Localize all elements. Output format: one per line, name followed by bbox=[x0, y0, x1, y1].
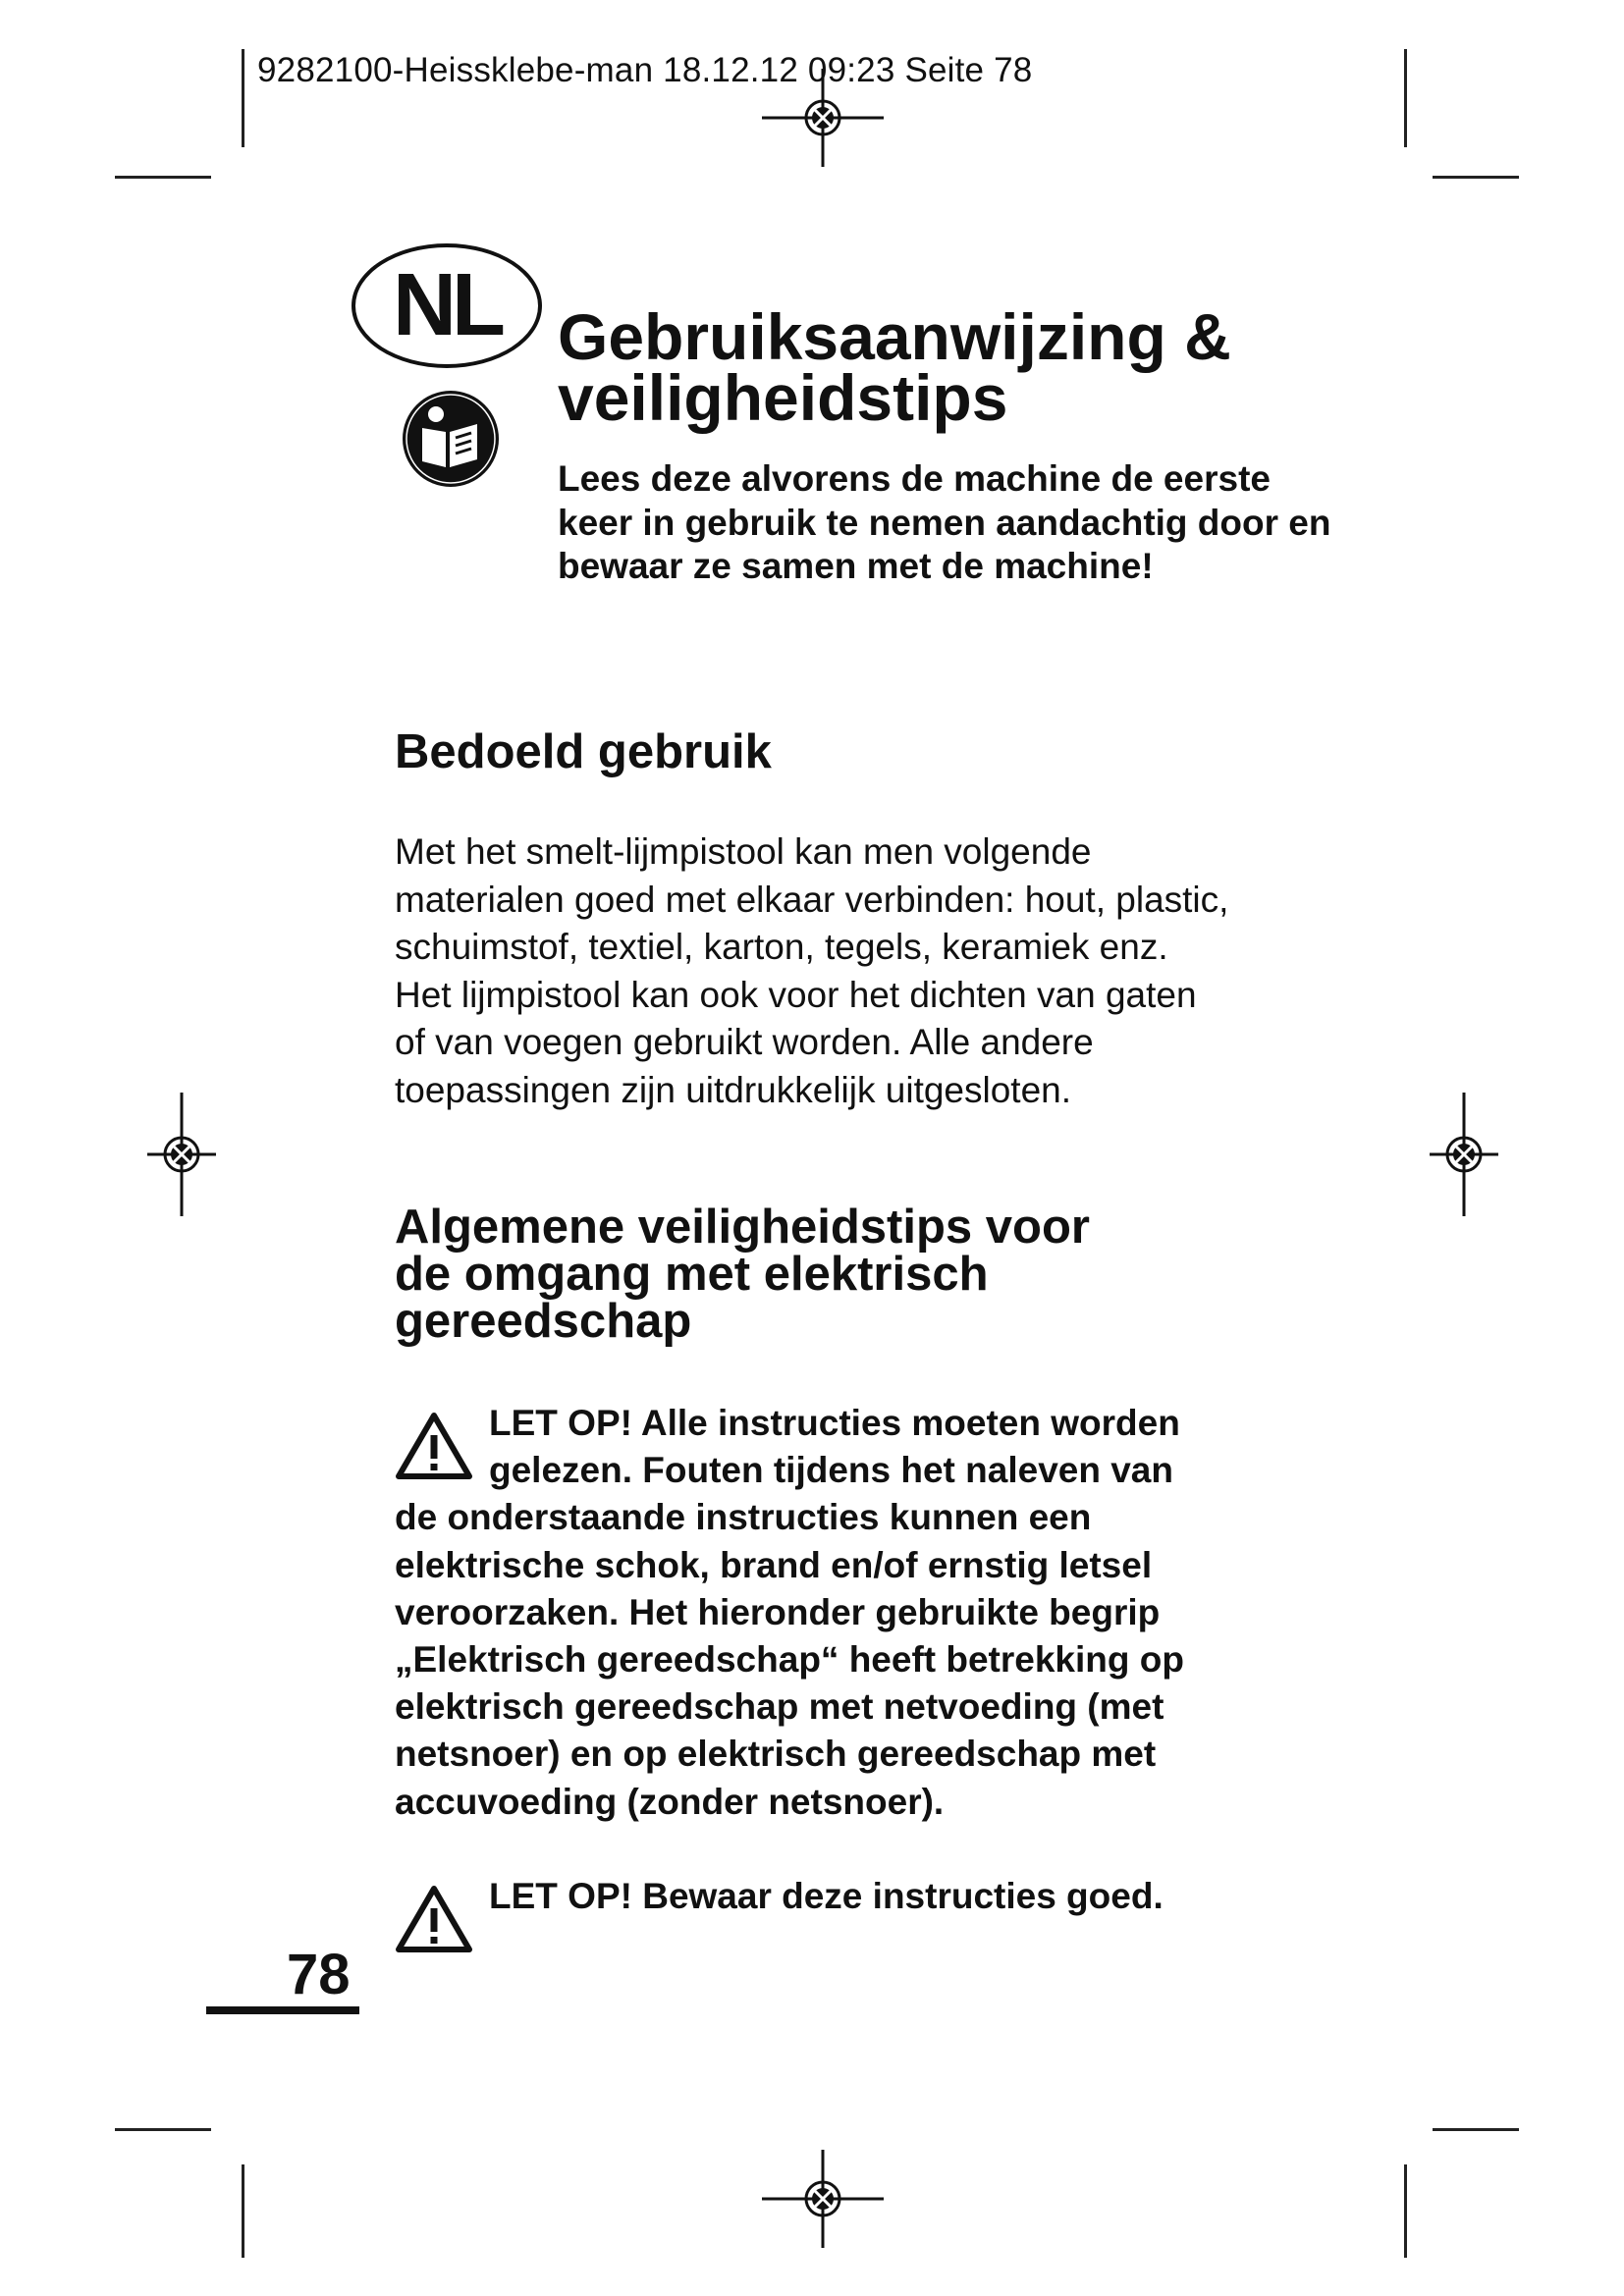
crop-mark bbox=[115, 2128, 211, 2131]
language-badge: NL bbox=[352, 243, 542, 368]
intended-use-text: Met het smelt-lijmpistool kan men volgende materialen goed met elkaar verbinden: hout, plastic, schuimstof, textiel, karton, tegels, keramiek enz. Het lijmpistool kan ook voor het dichten van gaten of van voegen gebruikt worden. Alle andere toepassingen zijn uitdrukkelijk uitgesloten. bbox=[395, 831, 1229, 1110]
read-manual-icon bbox=[401, 389, 501, 489]
page-number: 78 bbox=[287, 1943, 351, 2006]
crop-mark bbox=[1433, 2128, 1519, 2131]
crop-mark bbox=[242, 49, 244, 147]
section-heading-safety: Algemene veiligheidstips voor de omgang met elektrisch gereedschap bbox=[395, 1201, 1090, 1348]
warning-text-1: LET OP! Alle instructies moeten worden gelezen. Fouten tijdens het naleven van de onderstaande instructies kunnen een elektrische schok, brand en/of ernstig letsel veroorzaken. Het hieronder gebruikte begrip „Elektrisch gereedschap“ heeft betrekking op elektrisch gereedschap met netvoeding (met netsnoer) en op elektrisch gereedschap met accuvoeding (zonder netsnoer). bbox=[395, 1403, 1184, 1822]
page-number-underline bbox=[206, 2006, 359, 2014]
registration-mark-icon bbox=[762, 2150, 884, 2248]
crop-mark bbox=[1404, 49, 1407, 147]
crop-mark bbox=[1433, 176, 1519, 179]
crop-mark bbox=[242, 2164, 244, 2258]
registration-mark-icon bbox=[147, 1093, 216, 1216]
crop-mark bbox=[115, 176, 211, 179]
page-title: Gebruiksaanwijzing & veiligheidstips bbox=[558, 300, 1231, 434]
registration-mark-icon bbox=[1430, 1093, 1498, 1216]
section-heading-intended-use: Bedoeld gebruik bbox=[395, 725, 772, 778]
warning-text-2: LET OP! Bewaar deze instructies goed. bbox=[489, 1876, 1164, 1916]
print-header: 9282100-Heissklebe-man 18.12.12 09:23 Seite 78 bbox=[257, 51, 1033, 89]
crop-mark bbox=[1404, 2164, 1407, 2258]
intro-text: Lees deze alvorens de machine de eerste keer in gebruik te nemen aandachtig door en bewaar ze samen met de machine! bbox=[558, 458, 1331, 586]
